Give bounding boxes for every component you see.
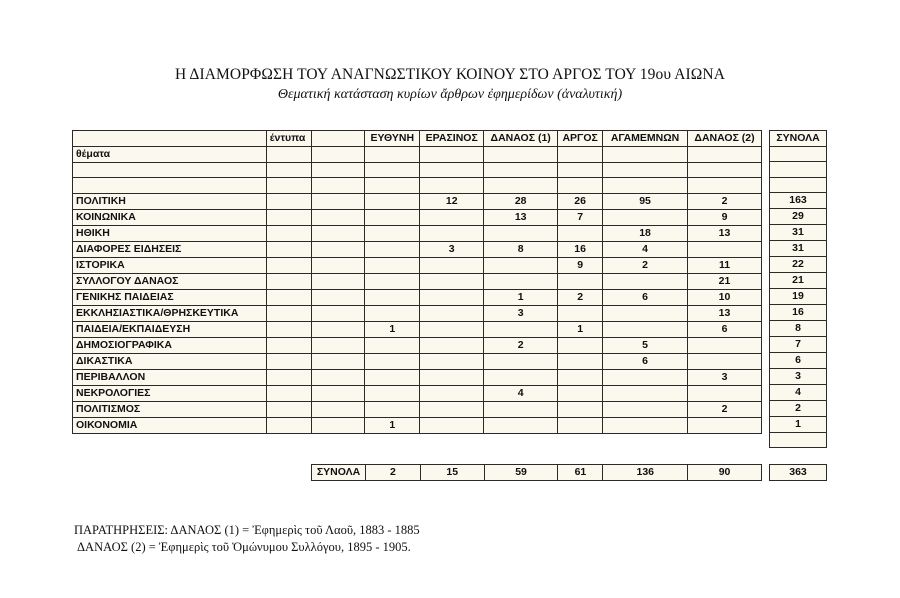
- totals-header-row: [770, 131, 827, 147]
- value-cell: 13: [484, 209, 558, 225]
- document-subtitle: Θεματική κατάσταση κυρίων ἄρθρων ἐφημερίδων (ἀναλυτική): [277, 87, 623, 102]
- table-row: [73, 353, 762, 369]
- value-cell: [558, 305, 603, 321]
- value-cell: 21: [688, 273, 762, 289]
- value-cell: [688, 417, 762, 433]
- empty-cell: [266, 289, 311, 305]
- row-total-row: [770, 208, 827, 224]
- row-total: 7: [770, 336, 827, 352]
- topic-label: ΔΗΜΟΣΙΟΓΡΑΦΙΚΑ: [73, 337, 267, 353]
- column-totals-label: ΣΥΝΟΛΑ: [312, 465, 366, 481]
- value-cell: [420, 305, 484, 321]
- table-row: [73, 417, 762, 433]
- empty-cell: [311, 257, 365, 273]
- value-cell: 95: [603, 193, 688, 209]
- column-totals-row: [312, 465, 762, 481]
- value-cell: [484, 369, 558, 385]
- row-total: 1: [770, 416, 827, 432]
- table-row: [73, 369, 762, 385]
- value-cell: 3: [484, 305, 558, 321]
- column-total: 15: [420, 465, 484, 481]
- column-header: ΕΥΘΥΝΗ: [365, 131, 420, 147]
- value-cell: [365, 369, 420, 385]
- value-cell: 8: [484, 241, 558, 257]
- value-cell: [365, 225, 420, 241]
- empty-cell: [266, 193, 311, 209]
- value-cell: [603, 273, 688, 289]
- document-title: Η ΔΙΑΜΟΡΦΩΣΗ ΤΟΥ ΑΝΑΓΝΩΣΤΙΚΟΥ ΚΟΙΝΟΥ ΣΤΟ ΑΡΓΟΣ ΤΟΥ 19ου ΑΙΩΝΑ: [175, 66, 725, 83]
- header-printed: έντυπα: [266, 131, 311, 147]
- row-total: 29: [770, 208, 827, 224]
- value-cell: 2: [484, 337, 558, 353]
- notes: [74, 522, 420, 556]
- row-total-row: [770, 400, 827, 416]
- topic-label: ΠΟΛΙΤΙΚΗ: [73, 193, 267, 209]
- value-cell: [688, 337, 762, 353]
- row-total: 22: [770, 256, 827, 272]
- empty-cell: [266, 305, 311, 321]
- table-row: [73, 193, 762, 209]
- topic-label: ΠΑΙΔΕΙΑ/ΕΚΠΑΙΔΕΥΣΗ: [73, 321, 267, 337]
- table-row: [73, 289, 762, 305]
- header-row: [73, 131, 762, 147]
- empty-cell: [311, 337, 365, 353]
- table-row: [73, 257, 762, 273]
- empty-cell: [266, 273, 311, 289]
- row-total-row: [770, 320, 827, 336]
- topics-table: [72, 130, 762, 434]
- value-cell: [484, 273, 558, 289]
- note-line-2: ΔΑΝΑΟΣ (2) = Ἐφημερὶς τοῦ Ὁμώνυμου Συλλόγου, 1895 - 1905.: [77, 540, 411, 554]
- header-empty-cell: [311, 131, 365, 147]
- topic-label: ΔΙΑΦΟΡΕΣ ΕΙΔΗΣΕΙΣ: [73, 241, 267, 257]
- empty-cell: [311, 209, 365, 225]
- empty-cell: [311, 321, 365, 337]
- table-row: [73, 401, 762, 417]
- row-total: 19: [770, 288, 827, 304]
- column-total: 59: [484, 465, 558, 481]
- table-row: [73, 305, 762, 321]
- column-header: ΕΡΑΣΙΝΟΣ: [420, 131, 484, 147]
- topic-label: ΣΥΛΛΟΓΟΥ ΔΑΝΑΟΣ: [73, 273, 267, 289]
- value-cell: [365, 257, 420, 273]
- topic-label: ΔΙΚΑΣΤΙΚΑ: [73, 353, 267, 369]
- value-cell: 16: [558, 241, 603, 257]
- row-total: 31: [770, 240, 827, 256]
- empty-cell: [266, 337, 311, 353]
- value-cell: [688, 385, 762, 401]
- table-row: [73, 321, 762, 337]
- value-cell: [603, 417, 688, 433]
- value-cell: 13: [688, 305, 762, 321]
- value-cell: 1: [365, 321, 420, 337]
- header-topics: θέματα: [73, 147, 267, 163]
- value-cell: [420, 209, 484, 225]
- topic-label: ΠΟΛΙΤΙΣΜΟΣ: [73, 401, 267, 417]
- value-cell: 4: [484, 385, 558, 401]
- empty-cell: [266, 385, 311, 401]
- table-row: [73, 241, 762, 257]
- value-cell: [484, 417, 558, 433]
- row-total-row: [770, 288, 827, 304]
- empty-cell: [311, 289, 365, 305]
- topic-label: ΓΕΝΙΚΗΣ ΠΑΙΔΕΙΑΣ: [73, 289, 267, 305]
- value-cell: 9: [558, 257, 603, 273]
- column-total: 90: [688, 465, 762, 481]
- topic-label: ΟΙΚΟΝΟΜΙΑ: [73, 417, 267, 433]
- empty-cell: [266, 257, 311, 273]
- empty-cell: [311, 241, 365, 257]
- column-header: ΑΡΓΟΣ: [558, 131, 603, 147]
- value-cell: 6: [688, 321, 762, 337]
- table-row: [73, 385, 762, 401]
- row-total-row: [770, 336, 827, 352]
- value-cell: 1: [558, 321, 603, 337]
- value-cell: [365, 273, 420, 289]
- empty-cell: [266, 241, 311, 257]
- value-cell: [558, 369, 603, 385]
- value-cell: [603, 385, 688, 401]
- value-cell: [420, 353, 484, 369]
- value-cell: [420, 273, 484, 289]
- value-cell: [365, 385, 420, 401]
- value-cell: [558, 401, 603, 417]
- value-cell: [420, 257, 484, 273]
- value-cell: [484, 353, 558, 369]
- value-cell: 11: [688, 257, 762, 273]
- value-cell: 2: [558, 289, 603, 305]
- value-cell: [558, 273, 603, 289]
- value-cell: 2: [688, 193, 762, 209]
- row-total-row: [770, 368, 827, 384]
- column-total: 2: [365, 465, 420, 481]
- topic-label: ΝΕΚΡΟΛΟΓΙΕΣ: [73, 385, 267, 401]
- grand-total: 363: [770, 465, 827, 481]
- value-cell: 3: [688, 369, 762, 385]
- value-cell: 6: [603, 353, 688, 369]
- value-cell: 13: [688, 225, 762, 241]
- topic-label: ΚΟΙΝΩΝΙΚΑ: [73, 209, 267, 225]
- value-cell: [484, 401, 558, 417]
- row-total-row: [770, 240, 827, 256]
- empty-cell: [311, 273, 365, 289]
- row-total-row: [770, 416, 827, 432]
- row-total: 8: [770, 320, 827, 336]
- value-cell: [484, 321, 558, 337]
- row-total: 21: [770, 272, 827, 288]
- value-cell: 26: [558, 193, 603, 209]
- value-cell: [558, 225, 603, 241]
- value-cell: [603, 305, 688, 321]
- empty-cell: [311, 369, 365, 385]
- value-cell: [603, 369, 688, 385]
- value-cell: [558, 417, 603, 433]
- empty-cell: [266, 353, 311, 369]
- value-cell: [688, 241, 762, 257]
- totals-header: ΣΥΝΟΛΑ: [770, 131, 827, 147]
- value-cell: 1: [484, 289, 558, 305]
- header-empty-cell: [73, 131, 267, 147]
- table-row: [73, 225, 762, 241]
- empty-cell: [311, 417, 365, 433]
- row-total-row: [770, 256, 827, 272]
- value-cell: 5: [603, 337, 688, 353]
- value-cell: 1: [365, 417, 420, 433]
- topic-label: ΕΚΚΛΗΣΙΑΣΤΙΚΑ/ΘΡΗΣΚΕΥΤΙΚΑ: [73, 305, 267, 321]
- column-header: ΔΑΝΑΟΣ (1): [484, 131, 558, 147]
- empty-cell: [266, 417, 311, 433]
- empty-row: [73, 163, 762, 178]
- table-row: [73, 337, 762, 353]
- topics-header-row: [73, 147, 762, 163]
- row-total-row: [770, 384, 827, 400]
- empty-cell: [311, 385, 365, 401]
- value-cell: [365, 193, 420, 209]
- value-cell: [365, 241, 420, 257]
- value-cell: [365, 337, 420, 353]
- empty-cell: [266, 209, 311, 225]
- empty-cell: [266, 321, 311, 337]
- value-cell: 9: [688, 209, 762, 225]
- value-cell: 28: [484, 193, 558, 209]
- row-total-row: [770, 224, 827, 240]
- value-cell: 12: [420, 193, 484, 209]
- value-cell: [558, 337, 603, 353]
- value-cell: [365, 401, 420, 417]
- row-total: 2: [770, 400, 827, 416]
- empty-row: [770, 432, 827, 447]
- table-row: [73, 209, 762, 225]
- value-cell: [603, 209, 688, 225]
- value-cell: [420, 401, 484, 417]
- value-cell: [365, 305, 420, 321]
- row-total-row: [770, 352, 827, 368]
- note-line-1: ΠΑΡΑΤΗΡΗΣΕΙΣ: ΔΑΝΑΟΣ (1) = Ἐφημερὶς τοῦ Λαοῦ, 1883 - 1885: [74, 523, 420, 537]
- value-cell: [365, 209, 420, 225]
- value-cell: [420, 385, 484, 401]
- value-cell: [558, 353, 603, 369]
- value-cell: 10: [688, 289, 762, 305]
- value-cell: 18: [603, 225, 688, 241]
- value-cell: 3: [420, 241, 484, 257]
- empty-cell: [266, 401, 311, 417]
- empty-cell: [311, 225, 365, 241]
- value-cell: [420, 289, 484, 305]
- column-header: ΑΓΑΜΕΜΝΩΝ: [603, 131, 688, 147]
- row-total-row: [770, 192, 827, 208]
- empty-cell: [311, 193, 365, 209]
- row-total: 6: [770, 352, 827, 368]
- value-cell: 2: [688, 401, 762, 417]
- column-totals-table: [311, 464, 762, 481]
- column-total: 61: [558, 465, 603, 481]
- topic-label: ΠΕΡΙΒΑΛΛΟΝ: [73, 369, 267, 385]
- row-total: 31: [770, 224, 827, 240]
- value-cell: [484, 225, 558, 241]
- value-cell: 6: [603, 289, 688, 305]
- value-cell: [688, 353, 762, 369]
- column-total: 136: [603, 465, 688, 481]
- empty-cell: [311, 401, 365, 417]
- value-cell: [365, 353, 420, 369]
- value-cell: [420, 417, 484, 433]
- topic-label: ΙΣΤΟΡΙΚΑ: [73, 257, 267, 273]
- value-cell: [558, 385, 603, 401]
- row-total: 16: [770, 304, 827, 320]
- value-cell: 4: [603, 241, 688, 257]
- empty-cell: [311, 305, 365, 321]
- row-total: 4: [770, 384, 827, 400]
- row-total-row: [770, 304, 827, 320]
- value-cell: 7: [558, 209, 603, 225]
- row-total: 163: [770, 192, 827, 208]
- empty-cell: [266, 225, 311, 241]
- value-cell: [484, 257, 558, 273]
- value-cell: [420, 369, 484, 385]
- row-total: 3: [770, 368, 827, 384]
- value-cell: [603, 401, 688, 417]
- table-row: [73, 273, 762, 289]
- empty-cell: [266, 369, 311, 385]
- column-header: ΔΑΝΑΟΣ (2): [688, 131, 762, 147]
- empty-row: [73, 178, 762, 193]
- empty-cell: [311, 353, 365, 369]
- value-cell: [420, 337, 484, 353]
- value-cell: [603, 321, 688, 337]
- value-cell: [420, 225, 484, 241]
- topic-label: ΗΘΙΚΗ: [73, 225, 267, 241]
- value-cell: [420, 321, 484, 337]
- row-total-row: [770, 272, 827, 288]
- value-cell: 2: [603, 257, 688, 273]
- grand-total-table: [769, 464, 827, 481]
- row-totals-table: [769, 130, 827, 448]
- value-cell: [365, 289, 420, 305]
